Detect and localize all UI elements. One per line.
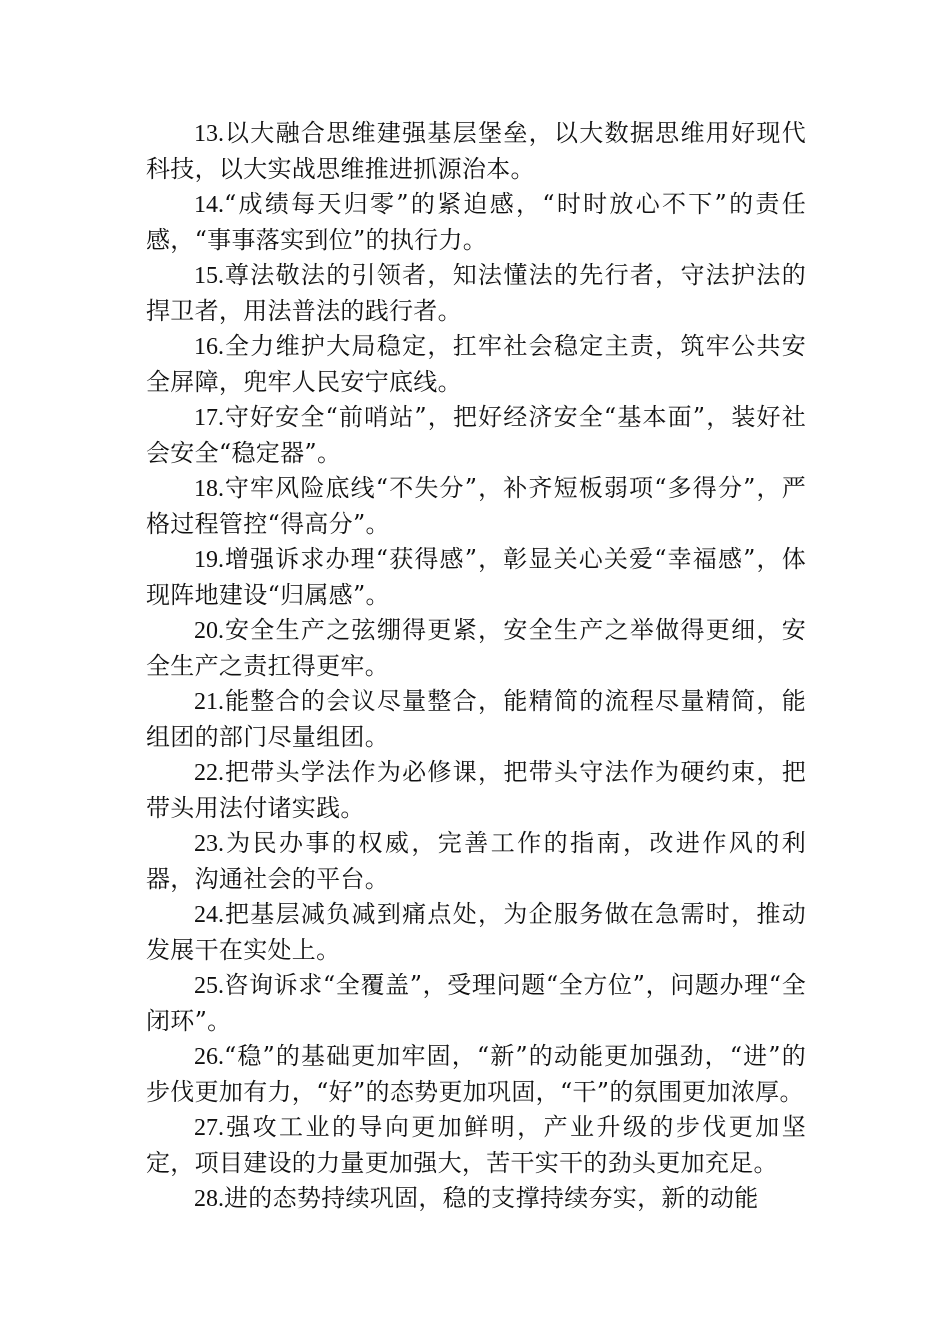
paragraph-15 xyxy=(146,258,806,329)
paragraph-16 xyxy=(146,329,806,400)
paragraph-number: 22. xyxy=(194,760,224,786)
paragraph-17 xyxy=(146,400,806,471)
paragraph-text: 进的态势持续巩固，稳的支撑持续夯实，新的动能 xyxy=(224,1184,759,1212)
paragraph-number: 28. xyxy=(194,1186,224,1212)
paragraph-number: 16. xyxy=(194,334,224,360)
paragraph-text: 把基层减负减到痛点处，为企服务做在急需时，推动发展干在实处上。 xyxy=(146,900,806,964)
paragraph-19 xyxy=(146,542,806,613)
paragraph-text: 强攻工业的导向更加鲜明，产业升级的步伐更加坚定，项目建设的力量更加强大，苦干实干的劲头更加充足。 xyxy=(146,1113,806,1177)
paragraph-text: 能整合的会议尽量整合，能精简的流程尽量精简，能组团的部门尽量组团。 xyxy=(146,687,806,751)
paragraph-text: 咨询诉求“全覆盖”，受理问题“全方位”，问题办理“全闭环”。 xyxy=(146,971,806,1035)
paragraph-number: 13. xyxy=(194,121,224,147)
paragraph-text: 尊法敬法的引领者，知法懂法的先行者，守法护法的捍卫者，用法普法的践行者。 xyxy=(146,261,806,325)
paragraph-text: 守牢风险底线“不失分”，补齐短板弱项“多得分”，严格过程管控“得高分”。 xyxy=(146,474,806,538)
paragraph-21 xyxy=(146,684,806,755)
paragraph-25 xyxy=(146,968,806,1039)
paragraph-text: 守好安全“前哨站”，把好经济安全“基本面”，装好社会安全“稳定器”。 xyxy=(146,403,806,467)
paragraph-number: 24. xyxy=(194,902,224,928)
paragraph-18 xyxy=(146,471,806,542)
paragraph-number: 23. xyxy=(194,831,224,857)
paragraph-number: 20. xyxy=(194,618,224,644)
paragraph-22 xyxy=(146,755,806,826)
paragraph-number: 27. xyxy=(194,1115,224,1141)
paragraph-13 xyxy=(146,116,806,187)
paragraph-27 xyxy=(146,1110,806,1181)
paragraph-number: 19. xyxy=(194,547,224,573)
paragraph-text: 全力维护大局稳定，扛牢社会稳定主责，筑牢公共安全屏障，兜牢人民安宁底线。 xyxy=(146,332,806,396)
paragraph-text: “成绩每天归零”的紧迫感，“时时放心不下”的责任感，“事事落实到位”的执行力。 xyxy=(146,190,806,254)
document-body xyxy=(146,116,806,1217)
paragraph-20 xyxy=(146,613,806,684)
paragraph-23 xyxy=(146,826,806,897)
paragraph-text: 把带头学法作为必修课，把带头守法作为硬约束，把带头用法付诸实践。 xyxy=(146,758,806,822)
paragraph-28 xyxy=(146,1181,806,1217)
paragraph-24 xyxy=(146,897,806,968)
paragraph-text: “稳”的基础更加牢固，“新”的动能更加强劲，“进”的步伐更加有力，“好”的态势更加巩固，“干”的氛围更加浓厚。 xyxy=(146,1042,806,1106)
paragraph-26 xyxy=(146,1039,806,1110)
paragraph-text: 安全生产之弦绷得更紧，安全生产之举做得更细，安全生产之责扛得更牢。 xyxy=(146,616,806,680)
paragraph-number: 26. xyxy=(194,1044,224,1070)
paragraph-number: 17. xyxy=(194,405,224,431)
paragraph-number: 21. xyxy=(194,689,224,715)
paragraph-text: 增强诉求办理“获得感”，彰显关心关爱“幸福感”，体现阵地建设“归属感”。 xyxy=(146,545,806,609)
paragraph-number: 18. xyxy=(194,476,224,502)
paragraph-14 xyxy=(146,187,806,258)
paragraph-number: 15. xyxy=(194,263,224,289)
paragraph-number: 14. xyxy=(194,192,224,218)
paragraph-number: 25. xyxy=(194,973,224,999)
paragraph-text: 为民办事的权威，完善工作的指南，改进作风的利器，沟通社会的平台。 xyxy=(146,829,806,893)
paragraph-text: 以大融合思维建强基层堡垒，以大数据思维用好现代科技，以大实战思维推进抓源治本。 xyxy=(146,119,806,183)
